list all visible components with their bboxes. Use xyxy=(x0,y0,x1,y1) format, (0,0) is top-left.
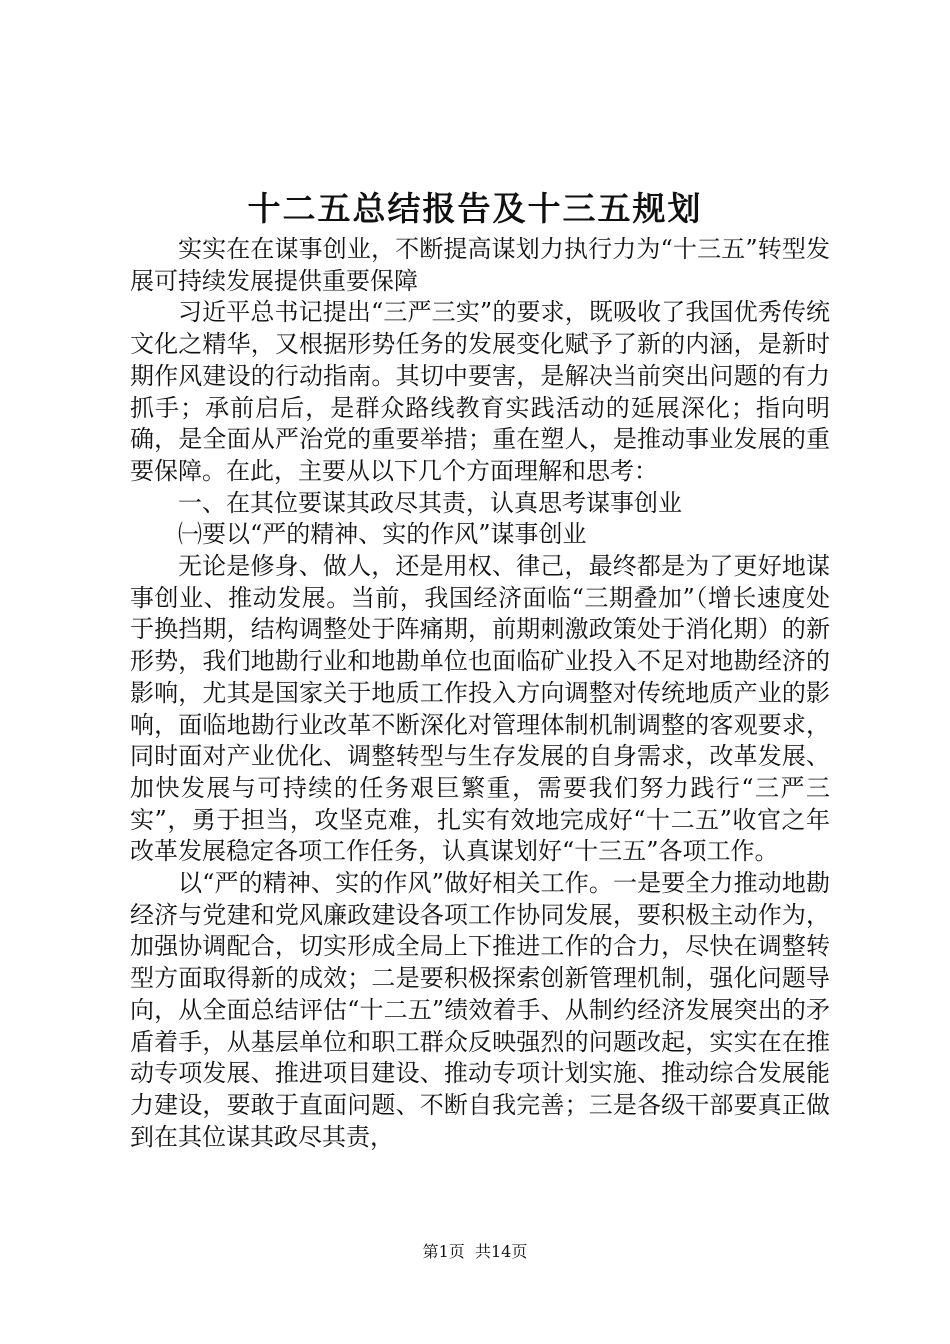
body-paragraph: 以“严的精神、实的作风”做好相关工作。一是要全力推动地勘经济与党建和党风廉政建设各项工作协同发展，要积极主动作为，加强协调配合，切实形成全局上下推进工作的合力，尽快在调整转型方面取得新的成效；二是要积极探索创新管理机制，强化问题导向，从全面总结评估“十二五”绩效着手、从制约经济发展突出的矛盾着手，从基层单位和职工群众反映强烈的问题改起，实实在在推动专项发展、推进项目建设、推动专项计划实施、推动综合发展能力建设，要敢于直面问题、不断自我完善；三是各级干部要真正做到在其位谋其政尽其责， xyxy=(130,869,830,1151)
document-title: 十二五总结报告及十三五规划 xyxy=(247,189,703,228)
subsection-heading: ㈠要以“严的精神、实的作风”谋事创业 xyxy=(178,520,587,549)
subtitle-paragraph: 实实在在谋事创业，不断提高谋划力执行力为“十三五”转型发展可持续发展提供重要保障 xyxy=(130,235,830,295)
page-footer xyxy=(0,1240,950,1264)
section-heading: 一、在其位要谋其政尽其责，认真思考谋事创业 xyxy=(178,488,682,517)
intro-paragraph: 习近平总书记提出“三严三实”的要求，既吸收了我国优秀传统文化之精华，又根据形势任务的发展变化赋予了新的内涵，是新时期作风建设的行动指南。其切中要害，是解决当前突出问题的有力抓手；承前启后，是群众路线教育实践活动的延展深化；指向明确，是全面从严治党的重要举措；重在塑人，是推动事业发展的重要保障。在此，主要从以下几个方面理解和思考： xyxy=(130,298,830,485)
page-total: 共14页 xyxy=(474,1242,528,1261)
page-number: 第1页 xyxy=(422,1242,465,1261)
document-body xyxy=(130,234,830,1153)
body-paragraph: 无论是修身、做人，还是用权、律己，最终都是为了更好地谋事创业、推动发展。当前，我国经济面临“三期叠加”（增长速度处于换挡期，结构调整处于阵痛期，前期刺激政策处于消化期）的新形势，我们地勘行业和地勘单位也面临矿业投入不足对地勘经济的影响，尤其是国家关于地质工作投入方向调整对传统地质产业的影响，面临地勘行业改革不断深化对管理体制机制调整的客观要求，同时面对产业优化、调整转型与生存发展的自身需求，改革发展、加快发展与可持续的任务艰巨繁重，需要我们努力践行“三严三实”，勇于担当，攻坚克难，扎实有效地完成好“十二五”收官之年改革发展稳定各项工作任务，认真谋划好“十三五”各项工作。 xyxy=(130,552,830,866)
